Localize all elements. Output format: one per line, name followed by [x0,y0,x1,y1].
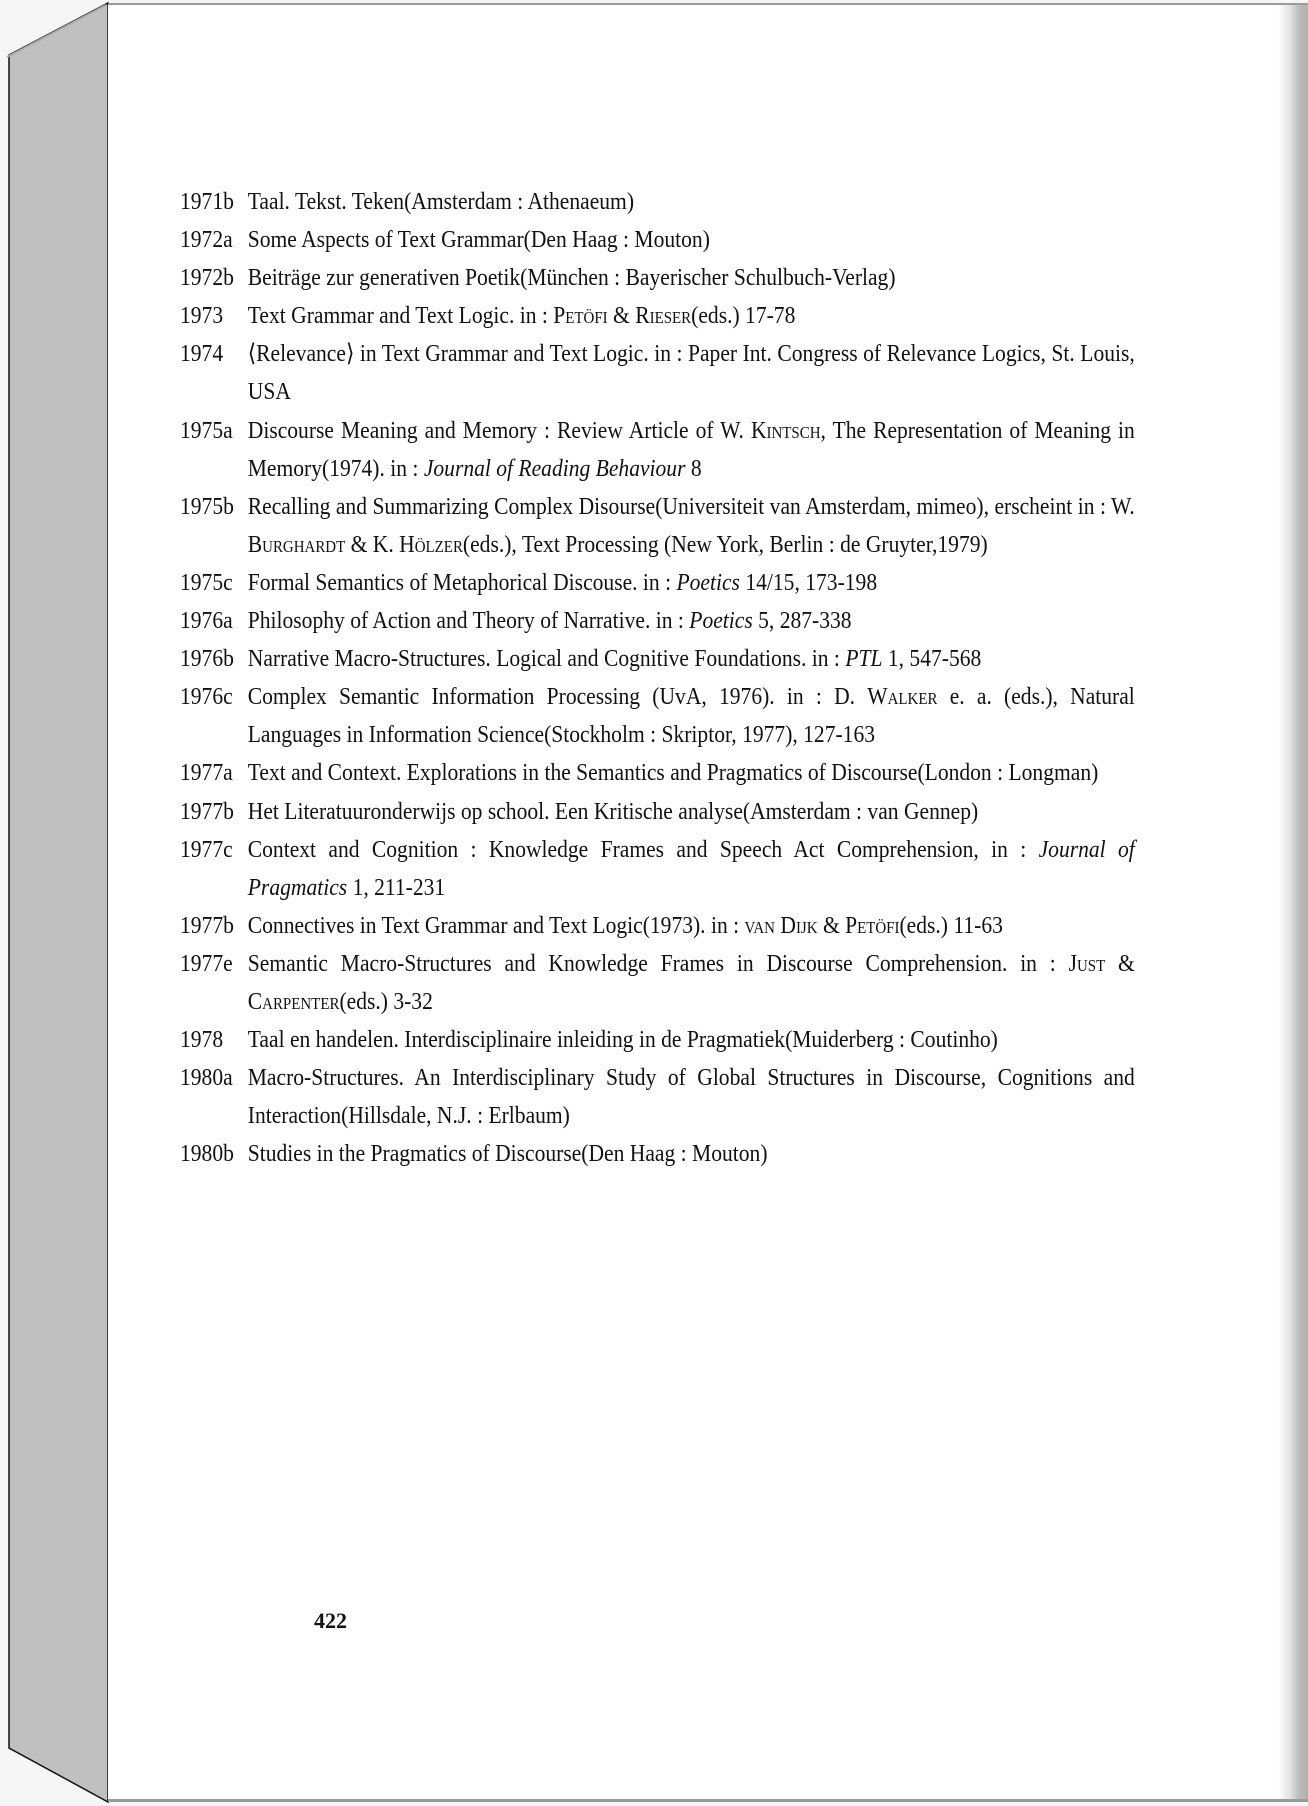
bibliography-entry [180,907,1135,945]
entry-author-name: Rieser [635,302,692,330]
bibliography-entry [180,1021,1135,1059]
entry-text [248,793,1135,831]
entry-text-part: Context and Cognition : Knowledge Frames and Speech Act Comprehension, in : [247,835,1039,863]
entry-text-part: Beiträge zur generativen Poetik(München : Bayerischer Schulbuch-Verlag) [247,264,896,292]
entry-text-part: Discourse Meaning and Memory : Review Article of W. [247,416,751,444]
entry-text [248,564,1135,602]
entry-key: 1976c [180,683,233,711]
entry-text-part: (eds.) 11-63 [899,911,1003,939]
bibliography-list [180,183,1135,1173]
bibliography-entry [180,488,1135,564]
entry-author-name: Burghardt [247,530,346,558]
entry-text-part: Taal en handelen. Interdisciplinaire inleiding in de Pragmatiek(Muiderberg : Coutinho) [247,1026,998,1054]
entry-key: 1980a [180,1064,233,1092]
entry-key: 1978 [180,1026,224,1054]
entry-text-part: 1, 547-568 [882,645,982,673]
entry-text [248,831,1135,907]
entry-author-name: Just [1068,949,1106,977]
entry-text-part: Semantic Macro-Structures and Knowledge Frames in Discourse Comprehension. in : [247,949,1069,977]
entry-text-part: 5, 287-338 [752,607,852,635]
entry-key: 1972b [180,264,234,292]
entry-text-part: 1, 211-231 [347,873,446,901]
entry-text-part: & K. [345,530,400,558]
entry-text [248,221,1135,259]
entry-text [248,907,1135,945]
entry-text-part: (eds.) 3-32 [339,987,433,1015]
entry-key: 1977b [180,911,234,939]
bibliography-entry [180,754,1135,792]
entry-italic-title: Journal of Pragmatics [247,835,1135,901]
entry-italic-title: PTL [845,645,883,673]
bibliography-entry [180,1135,1135,1173]
entry-key: 1976b [180,645,234,673]
entry-text-part: & [817,911,846,939]
entry-text-part: & [1105,949,1135,977]
entry-text [248,754,1135,792]
entry-key: 1976a [180,607,233,635]
page-number: 422 [314,1608,347,1633]
entry-text-part: Narrative Macro-Structures. Logical and Cognitive Foundations. in : [247,645,846,673]
entry-text [248,297,1135,335]
entry-text-part: 14/15, 173-198 [739,568,878,596]
entry-text [248,640,1135,678]
entry-text [248,183,1135,221]
entry-key: 1975b [180,492,234,520]
entry-text-part: (eds.), Text Processing (New York, Berlin : de Gruyter,1979) [462,530,988,558]
bibliography-entry [180,564,1135,602]
entry-text-part: (eds.) 17-78 [691,302,796,330]
entry-text-part: Studies in the Pragmatics of Discourse(Den Haag : Mouton) [247,1140,768,1168]
entry-key: 1971b [180,188,234,215]
entry-text-part: Philosophy of Action and Theory of Narrative. in : [247,607,690,635]
entry-author-name: Walker [867,683,938,711]
entry-key: 1972a [180,226,233,254]
entry-text [248,412,1135,488]
entry-key: 1980b [180,1140,234,1168]
entry-text [248,1021,1135,1059]
entry-text-part: Text Grammar and Text Logic. in : [247,302,554,330]
entry-author-name: van Dijk [744,911,818,939]
entry-key: 1973 [180,302,224,330]
entry-text-part: e. a. (eds.), Natural Languages in Information Science(Stockholm : Skriptor, 1977), 127-163 [247,683,1135,749]
bibliography-entry [180,793,1135,831]
bibliography-entry [180,678,1135,754]
bibliography-entry [180,297,1135,335]
bibliography-entry [180,945,1135,1021]
entry-text [248,1059,1135,1135]
bibliography-entry [180,412,1135,488]
entry-text [248,1135,1135,1173]
entry-text-part: Formal Semantics of Metaphorical Discouse. in : [247,568,677,596]
entry-key: 1977e [180,949,233,977]
entry-text [248,335,1135,411]
entry-text-part: & [607,302,636,330]
entry-text-part: , The Representation of Meaning in Memory(1974). in : [247,416,1135,482]
entry-text [248,259,1135,297]
entry-author-name: Petöfi [845,911,900,939]
entry-text [248,488,1135,564]
bibliography-entry [180,335,1135,411]
bibliography-entry [180,640,1135,678]
entry-text [248,678,1135,754]
entry-author-name: Carpenter [247,987,340,1015]
entry-text [248,945,1135,1021]
entry-text-part: Connectives in Text Grammar and Text Logic(1973). in : [247,911,745,939]
entry-italic-title: Journal of Reading Behaviour [423,454,686,482]
entry-italic-title: Poetics [676,568,740,596]
entry-key: 1975c [180,568,233,596]
bibliography-entry [180,1059,1135,1135]
entry-text-part: ⟨Relevance⟩ in Text Grammar and Text Logic. in : Paper Int. Congress of Relevance Logics, St. Louis, USA [247,340,1135,406]
bibliography-entry [180,183,1135,221]
entry-text [248,602,1135,640]
entry-text-part: Taal. Tekst. Teken(Amsterdam : Athenaeum) [247,188,635,215]
entry-key: 1977c [180,835,233,863]
entry-italic-title: Poetics [689,607,753,635]
entry-text-part: Het Literatuuronderwijs op school. Een Kritische analyse(Amsterdam : van Gennep) [247,797,979,825]
entry-key: 1977b [180,797,234,825]
entry-author-name: Kintsch [750,416,821,444]
bibliography-entry [180,602,1135,640]
entry-key: 1977a [180,759,233,787]
entry-text-part: Macro-Structures. An Interdisciplinary Study of Global Structures in Discourse, Cognitions and Interaction(Hillsdale, N.J. : Erlbaum) [247,1064,1135,1130]
bibliography-entry [180,221,1135,259]
entry-text-part: Some Aspects of Text Grammar(Den Haag : Mouton) [247,226,710,254]
entry-text-part: Text and Context. Explorations in the Semantics and Pragmatics of Discourse(London : Longman) [247,759,1099,787]
entry-author-name: Petöfi [553,302,608,330]
entry-author-name: Hölzer [399,530,463,558]
entry-text-part: Complex Semantic Information Processing (UvA, 1976). in : D. [247,683,868,711]
bibliography-entry [180,831,1135,907]
entry-key: 1975a [180,416,233,444]
entry-key: 1974 [180,340,224,368]
page-edge-shadow [1278,5,1308,1799]
entry-text-part: 8 [685,454,702,482]
entry-text-part: Recalling and Summarizing Complex Disourse(Universiteit van Amsterdam, mimeo), erscheint in : W. [247,492,1135,520]
bibliography-entry [180,259,1135,297]
